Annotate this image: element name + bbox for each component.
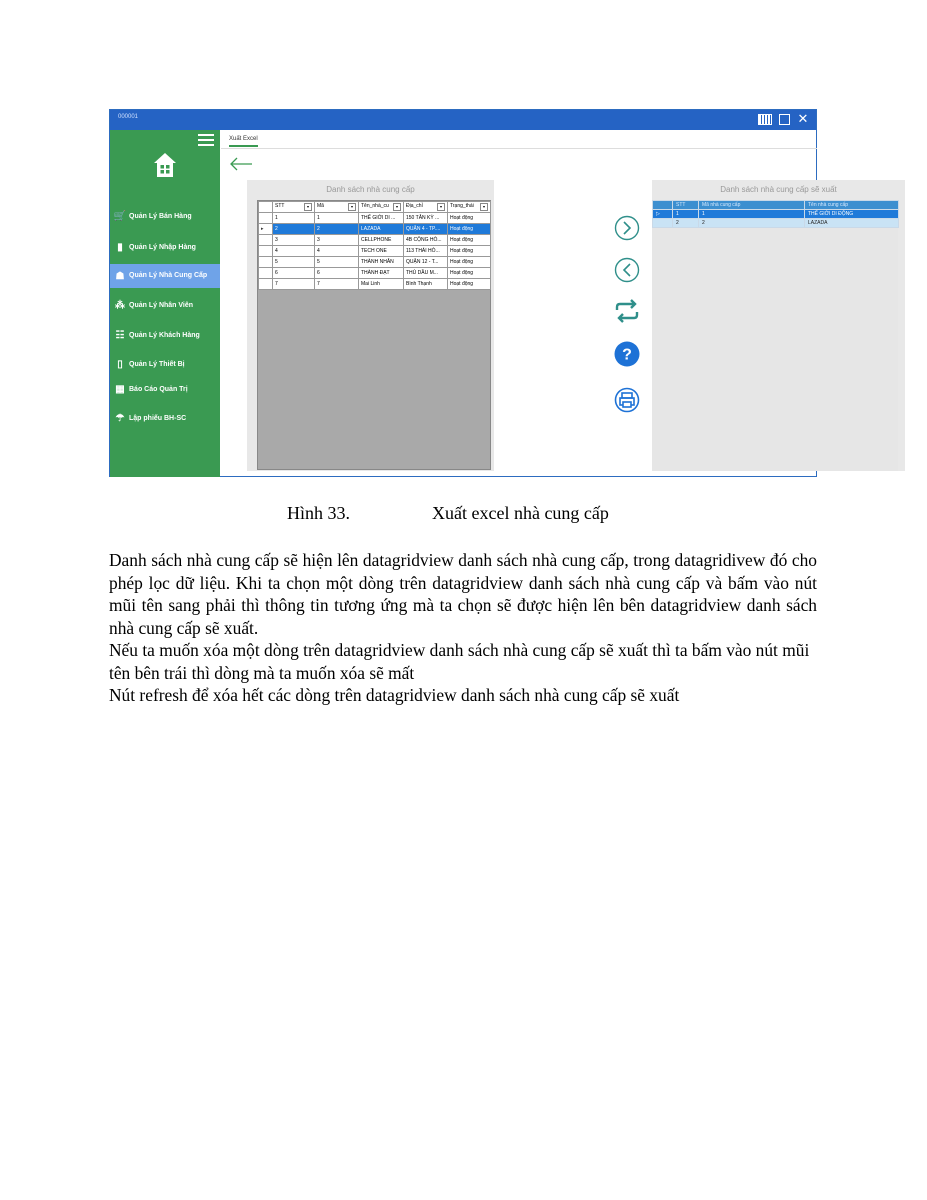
- table-cell: 6: [273, 268, 315, 279]
- panel-title: Danh sách nhà cung cấp sẽ xuất: [720, 185, 837, 194]
- customers-icon: ☷: [115, 329, 125, 341]
- filter-dropdown-icon: ▾: [348, 203, 356, 211]
- table-row[interactable]: [259, 213, 491, 224]
- paragraph: Nếu ta muốn xóa một dòng trên datagridview danh sách nhà cung cấp sẽ xuất thì ta bấm vào nút mũi tên bên trái thì dòng mà ta muốn xóa sẽ mất: [109, 640, 810, 683]
- paragraph: Danh sách nhà cung cấp sẽ hiện lên datagridview danh sách nhà cung cấp, trong datagridivew đó cho phép lọc dữ liệu. Khi ta chọn một dòng trên datagridview danh sách nhà cung cấp và bấm vào nút mũi tên sang phải thì thông tin tương ứng mà ta chọn sẽ được hiện lên bên datagridview danh sách nhà cung cấp sẽ xuất.: [109, 550, 817, 639]
- table-cell: 1: [699, 210, 805, 219]
- table-cell: THÀNH ĐẠT: [359, 268, 404, 279]
- table-cell: THỦ DẦU M...: [404, 268, 448, 279]
- filter-dropdown-icon: ▾: [480, 203, 488, 211]
- table-row[interactable]: [259, 279, 491, 290]
- import-icon: ▮: [117, 241, 123, 253]
- sidebar: [110, 130, 220, 477]
- row-header: [259, 202, 273, 213]
- table-cell: 3: [315, 235, 359, 246]
- tab-strip: [221, 130, 817, 149]
- sidebar-item-import[interactable]: [110, 237, 220, 257]
- table-cell: 3: [273, 235, 315, 246]
- sidebar-item-label: Quản Lý Thiết Bị: [129, 360, 185, 368]
- help-icon[interactable]: [614, 341, 640, 367]
- title-bar: [110, 110, 816, 130]
- table-cell: 5: [273, 257, 315, 268]
- row-header[interactable]: [259, 246, 273, 257]
- refresh-icon[interactable]: [614, 298, 640, 324]
- arrow-left-circle-icon[interactable]: [614, 257, 640, 283]
- supplier-datagrid[interactable]: [257, 200, 491, 470]
- table-cell: Mai Linh: [359, 279, 404, 290]
- figure-caption: Xuất excel nhà cung cấp: [432, 503, 609, 523]
- table-cell: Hoạt động: [448, 279, 491, 290]
- home-icon[interactable]: [153, 152, 177, 178]
- sidebar-item-label: Lập phiếu BH-SC: [129, 414, 187, 422]
- row-header[interactable]: [259, 235, 273, 246]
- table-cell: 2: [273, 224, 315, 235]
- row-header[interactable]: [259, 268, 273, 279]
- grid-icon[interactable]: [758, 112, 772, 126]
- panel-title: Danh sách nhà cung cấp: [326, 185, 415, 194]
- table-cell: 4: [273, 246, 315, 257]
- table-row[interactable]: [259, 268, 491, 279]
- row-header[interactable]: [653, 219, 673, 228]
- column-header[interactable]: Tên_nhà_cu ▾: [359, 202, 404, 213]
- device-icon: ▯: [117, 358, 123, 370]
- row-header[interactable]: [259, 279, 273, 290]
- close-icon[interactable]: ✕: [797, 111, 809, 126]
- row-header[interactable]: ▷: [653, 210, 673, 219]
- table-cell: 6: [315, 268, 359, 279]
- table-cell: 1: [315, 213, 359, 224]
- app-window: [109, 109, 854, 477]
- paragraph: Nút refresh để xóa hết các dòng trên datagridview danh sách nhà cung cấp sẽ xuất: [109, 685, 680, 705]
- hamburger-icon[interactable]: [198, 134, 214, 149]
- column-header[interactable]: STT ▾: [273, 202, 315, 213]
- supplier-table: [258, 201, 491, 290]
- export-table: [652, 200, 899, 228]
- table-cell: LAZADA: [359, 224, 404, 235]
- column-header[interactable]: Địa_chỉ ▾: [404, 202, 448, 213]
- umbrella-icon: ☂: [115, 412, 125, 424]
- export-datagrid[interactable]: [652, 200, 898, 471]
- filter-dropdown-icon: ▾: [437, 203, 445, 211]
- table-cell: 7: [273, 279, 315, 290]
- table-cell: 5: [315, 257, 359, 268]
- table-cell: 2: [699, 219, 805, 228]
- table-cell: THÀNH NHÂN: [359, 257, 404, 268]
- table-cell: 1: [673, 210, 699, 219]
- column-header[interactable]: Tên nhà cung cấp: [805, 201, 899, 210]
- row-header[interactable]: [259, 257, 273, 268]
- column-header[interactable]: Mã ▾: [315, 202, 359, 213]
- table-cell: 2: [673, 219, 699, 228]
- table-cell: LAZADA: [805, 219, 899, 228]
- staff-icon: ⁂: [115, 299, 125, 311]
- table-cell: QUẬN 12 - T...: [404, 257, 448, 268]
- maximize-icon[interactable]: [777, 112, 791, 126]
- table-row[interactable]: [259, 224, 491, 235]
- sidebar-item-staff[interactable]: [110, 295, 220, 315]
- sidebar-item-reports[interactable]: [110, 379, 220, 399]
- table-cell: 4: [315, 246, 359, 257]
- back-arrow-icon[interactable]: [229, 157, 253, 171]
- supplier-list-panel: [247, 180, 494, 471]
- main-content: [221, 130, 854, 477]
- window-title: 000001: [118, 114, 139, 120]
- table-cell: 4B CỘNG HÒ...: [404, 235, 448, 246]
- table-cell: 113 THÁI HÒ...: [404, 246, 448, 257]
- column-header[interactable]: STT: [673, 201, 699, 210]
- tab-export-excel[interactable]: Xuất Excel: [229, 136, 258, 147]
- sidebar-item-sales[interactable]: [110, 206, 220, 226]
- sidebar-item-label: Quản Lý Nhà Cung Cấp: [129, 272, 208, 279]
- sidebar-item-label: Báo Cáo Quản Trị: [129, 385, 188, 393]
- sidebar-item-label: Quản Lý Nhập Hàng: [129, 243, 196, 251]
- table-cell: Hoạt động: [448, 257, 491, 268]
- table-cell: Hoạt động: [448, 224, 491, 235]
- table-row[interactable]: [653, 219, 899, 228]
- sidebar-item-label: Quản Lý Khách Hàng: [129, 331, 200, 339]
- row-header[interactable]: [259, 213, 273, 224]
- table-row[interactable]: [259, 235, 491, 246]
- row-header[interactable]: ▸: [259, 224, 273, 235]
- arrow-right-circle-icon[interactable]: [614, 215, 640, 241]
- table-cell: 150 TÂN KỲ ...: [404, 213, 448, 224]
- sidebar-item-customers[interactable]: [110, 325, 220, 345]
- table-cell: QUẬN 4 - TP....: [404, 224, 448, 235]
- table-cell: Hoạt động: [448, 268, 491, 279]
- table-cell: CELLPHONE: [359, 235, 404, 246]
- sidebar-item-suppliers[interactable]: [110, 264, 220, 288]
- table-cell: THẾ GIỚI DI ĐỘNG: [805, 210, 899, 219]
- column-header[interactable]: Trạng_thái ▾: [448, 202, 491, 213]
- row-header: [653, 201, 673, 210]
- table-cell: Bình Thạnh: [404, 279, 448, 290]
- cart-icon: 🛒: [113, 210, 127, 222]
- table-cell: Hoạt động: [448, 246, 491, 257]
- table-cell: Hoạt động: [448, 235, 491, 246]
- printer-icon[interactable]: [614, 387, 640, 413]
- export-list-panel: [652, 180, 905, 471]
- table-cell: 7: [315, 279, 359, 290]
- sidebar-item-label: Quản Lý Bán Hàng: [129, 212, 192, 220]
- table-row[interactable]: [653, 210, 899, 219]
- supplier-icon: ☗: [115, 270, 125, 282]
- table-cell: 1: [273, 213, 315, 224]
- sidebar-item-warranty[interactable]: [110, 408, 220, 428]
- figure-number: Hình 33.: [287, 503, 350, 523]
- table-cell: TECH ONE: [359, 246, 404, 257]
- filter-dropdown-icon: ▾: [393, 203, 401, 211]
- table-row[interactable]: [259, 246, 491, 257]
- table-cell: Hoạt động: [448, 213, 491, 224]
- report-icon: ▦: [115, 383, 125, 395]
- svg-text:?: ?: [622, 346, 632, 364]
- sidebar-item-label: Quản Lý Nhân Viên: [129, 301, 194, 309]
- filter-dropdown-icon: ▾: [304, 203, 312, 211]
- column-header[interactable]: Mã nhà cung cấp: [699, 201, 805, 210]
- table-cell: THẾ GIỚI DI ...: [359, 213, 404, 224]
- table-row[interactable]: [259, 257, 491, 268]
- table-cell: 2: [315, 224, 359, 235]
- sidebar-item-devices[interactable]: [110, 354, 220, 374]
